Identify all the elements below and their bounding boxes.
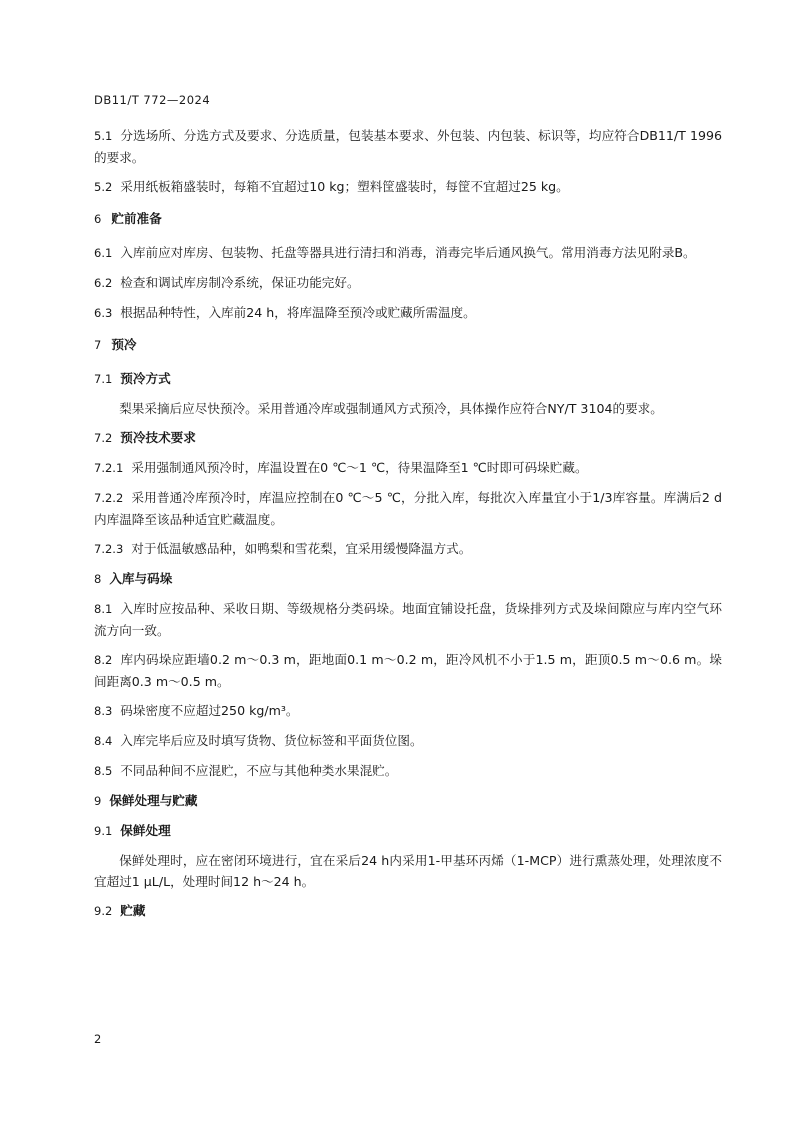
section-title: 贮前准备 [111,211,162,226]
clause-number: 6.3 [94,306,113,320]
clause-number: 7.2.1 [94,461,124,475]
clause-7-2-1 [94,457,722,479]
clause-8-4 [94,730,722,752]
clause-7-2-3 [94,538,722,560]
clause-7-1-text: 梨果采摘后应尽快预冷。采用普通冷库或强制通风方式预冷，具体操作应符合NY/T 3104的要求。 [119,401,663,416]
clause-9-1-text: 保鲜处理时，应在密闭环境进行，宜在采后24 h内采用1-甲基环丙烯（1-MCP）进行熏蒸处理，处理浓度不宜超过1 μL/L，处理时间12 h～24 h。 [94,853,722,889]
clause-5-1 [94,125,722,168]
clause-text: 入库时应按品种、采收日期、等级规格分类码垛。地面宜铺设托盘，货垛排列方式及垛间隙应与库内空气环流方向一致。 [94,601,722,638]
clause-8-2 [94,649,722,692]
clause-text: 库内码垛应距墙0.2 m～0.3 m，距地面0.1 m～0.2 m，距冷风机不小于1.5 m，距顶0.5 m～0.6 m。垛间距离0.3 m～0.5 m。 [94,652,722,689]
subsection-title: 保鲜处理 [120,823,171,838]
clause-text: 分选场所、分选方式及要求、分选质量，包装基本要求、外包装、内包装、标识等，均应符合DB11/T 1996的要求。 [94,128,722,165]
clause-text: 入库前应对库房、包装物、托盘等器具进行清扫和消毒，消毒完毕后通风换气。常用消毒方法见附录B。 [120,245,696,260]
clause-text: 不同品种间不应混贮，不应与其他种类水果混贮。 [120,763,398,778]
clause-6-3 [94,302,722,324]
subsection-9-1-heading [94,820,722,842]
document-code: DB11/T 772—2024 [94,93,211,107]
clause-number: 8.3 [94,704,113,718]
clause-text: 对于低温敏感品种，如鸭梨和雪花梨，宜采用缓慢降温方式。 [131,541,472,556]
subsection-number: 9.2 [94,904,113,918]
section-number: 7 [94,338,102,352]
subsection-title: 预冷方式 [120,371,171,386]
clause-8-5 [94,760,722,782]
page-number: 2 [94,1032,102,1046]
clause-number: 8.5 [94,764,113,778]
clause-text: 入库完毕后应及时填写货物、货位标签和平面货位图。 [120,733,423,748]
clause-6-1 [94,242,722,264]
subsection-9-2-heading [94,900,722,922]
clause-7-2-2 [94,487,722,530]
clause-text: 采用纸板箱盛装时，每箱不宜超过10 kg；塑料筐盛装时，每筐不宜超过25 kg。 [120,179,569,194]
subsection-number: 7.1 [94,372,113,386]
subsection-number: 9.1 [94,824,113,838]
clause-number: 8.2 [94,653,113,667]
section-title: 预冷 [111,337,137,352]
section-number: 8 [94,572,102,586]
section-7-heading [94,334,722,356]
subsection-title: 贮藏 [120,903,146,918]
clause-number: 5.2 [94,180,113,194]
section-8-heading [94,568,722,590]
clause-8-3 [94,700,722,722]
clause-text: 采用普通冷库预冷时，库温应控制在0 ℃～5 ℃，分批入库，每批次入库量宜小于1/3库容量。库满后2 d内库温降至该品种适宜贮藏温度。 [94,490,722,527]
section-title: 入库与码垛 [109,571,173,586]
section-title: 保鲜处理与贮藏 [109,793,198,808]
subsection-title: 预冷技术要求 [120,430,196,445]
clause-8-1 [94,598,722,641]
clause-number: 5.1 [94,129,113,143]
document-body [94,125,722,930]
subsection-number: 7.2 [94,431,113,445]
clause-text: 码垛密度不应超过250 kg/m³。 [120,703,299,718]
clause-text: 根据品种特性，入库前24 h，将库温降至预冷或贮藏所需温度。 [120,305,476,320]
section-6-heading [94,208,722,230]
clause-number: 6.2 [94,276,113,290]
subsection-7-2-heading [94,427,722,449]
clause-text: 采用强制通风预冷时，库温设置在0 ℃～1 ℃，待果温降至1 ℃时即可码垛贮藏。 [131,460,588,475]
clause-5-2 [94,176,722,198]
clause-text: 检查和调试库房制冷系统，保证功能完好。 [120,275,360,290]
section-number: 6 [94,212,102,226]
clause-number: 7.2.3 [94,542,124,556]
section-number: 9 [94,794,102,808]
clause-number: 6.1 [94,246,113,260]
clause-number: 8.4 [94,734,113,748]
clause-number: 8.1 [94,602,113,616]
clause-6-2 [94,272,722,294]
subsection-7-1-heading [94,368,722,390]
clause-number: 7.2.2 [94,491,124,505]
section-9-heading [94,790,722,812]
